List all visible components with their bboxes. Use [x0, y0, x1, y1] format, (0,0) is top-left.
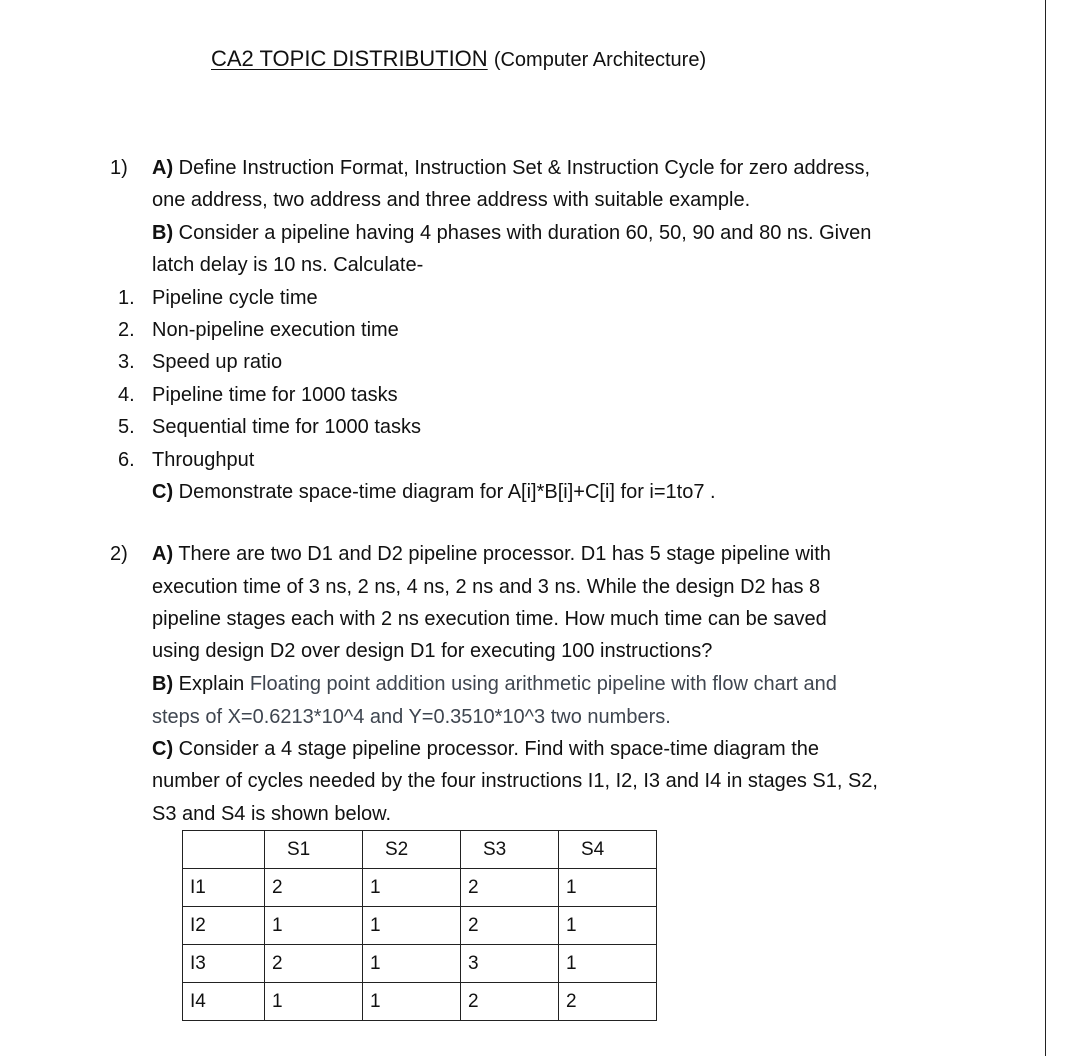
q1-item-3-number: 3.: [118, 351, 135, 373]
q1-partB-line2: latch delay is 10 ns. Calculate-: [152, 254, 424, 276]
table-cell: I1: [183, 869, 265, 907]
table-cell: 2: [461, 869, 559, 907]
q1-partB-line1: [152, 221, 871, 245]
q1-number: 1): [110, 157, 128, 179]
table-cell: 1: [559, 907, 657, 945]
q2-partC-text1: Consider a 4 stage pipeline processor. Find with space-time diagram the: [178, 738, 820, 760]
table-cell: I2: [183, 907, 265, 945]
q1-item-4: Pipeline time for 1000 tasks: [152, 384, 398, 406]
title-subtitle: (Computer Architecture): [493, 49, 707, 71]
q2-partB-label: B): [152, 673, 174, 695]
table-row: [183, 945, 657, 983]
page-edge-line: [1045, 0, 1046, 1056]
table-cell: 2: [265, 869, 363, 907]
q2-partB-line1: [152, 672, 837, 696]
q1-item-6-number: 6.: [118, 449, 135, 471]
q2-partA-line3: pipeline stages each with 2 ns execution time. How much time can be saved: [152, 608, 827, 630]
table-header-s1: S1: [265, 831, 363, 869]
q2-partC-line2: number of cycles needed by the four instructions I1, I2, I3 and I4 in stages S1, S2,: [152, 770, 878, 792]
q1-partA-line1: [152, 156, 870, 180]
q1-item-4-number: 4.: [118, 384, 135, 406]
q2-partB-word: Explain: [178, 673, 245, 695]
table-cell: 1: [559, 945, 657, 983]
table-cell: 1: [265, 983, 363, 1021]
q1-item-1: Pipeline cycle time: [152, 287, 318, 309]
table-cell: 1: [265, 907, 363, 945]
q1-item-5: Sequential time for 1000 tasks: [152, 416, 422, 438]
q1-partC-line1: [152, 480, 716, 504]
table-cell: 2: [461, 983, 559, 1021]
table-cell: 2: [265, 945, 363, 983]
q1-item-5-number: 5.: [118, 416, 135, 438]
q2-partA-label: A): [152, 543, 174, 565]
document-title: [211, 46, 706, 72]
stage-cycles-table: [182, 830, 657, 1021]
q1-partB-label: B): [152, 222, 174, 244]
q2-partA-text1: There are two D1 and D2 pipeline processor. D1 has 5 stage pipeline with: [178, 543, 831, 565]
q1-partA-text1: Define Instruction Format, Instruction Set & Instruction Cycle for zero address,: [178, 157, 871, 179]
table-cell: 1: [363, 907, 461, 945]
q2-partA-line4: using design D2 over design D1 for executing 100 instructions?: [152, 640, 713, 662]
q2-partB-text1: Floating point addition using arithmetic pipeline with flow chart and: [249, 673, 837, 695]
table-cell: I3: [183, 945, 265, 983]
table-cell: 2: [461, 907, 559, 945]
table-row: [183, 869, 657, 907]
table-row: [183, 983, 657, 1021]
table-header-corner: [183, 831, 265, 869]
q1-partA-line2: one address, two address and three address with suitable example.: [152, 189, 751, 211]
q2-partB-line2: steps of X=0.6213*10^4 and Y=0.3510*10^3 two numbers.: [152, 706, 671, 728]
q1-partC-text1: Demonstrate space-time diagram for A[i]*B[i]+C[i] for i=1to7 .: [178, 481, 716, 503]
q1-item-6: Throughput: [152, 449, 255, 471]
title-main: CA2 TOPIC DISTRIBUTION: [211, 46, 488, 71]
table-row: [183, 907, 657, 945]
table-cell: 3: [461, 945, 559, 983]
q1-partA-label: A): [152, 157, 174, 179]
q1-partB-text1: Consider a pipeline having 4 phases with duration 60, 50, 90 and 80 ns. Given: [178, 222, 872, 244]
table-cell: 1: [363, 983, 461, 1021]
q2-partC-line3: S3 and S4 is shown below.: [152, 803, 392, 825]
table-cell: 2: [559, 983, 657, 1021]
q1-item-1-number: 1.: [118, 287, 135, 309]
q1-partC-label: C): [152, 481, 174, 503]
q2-number: 2): [110, 543, 128, 565]
table-header-s4: S4: [559, 831, 657, 869]
q1-item-3: Speed up ratio: [152, 351, 283, 373]
q2-partA-line2: execution time of 3 ns, 2 ns, 4 ns, 2 ns and 3 ns. While the design D2 has 8: [152, 576, 821, 598]
q1-item-2: Non-pipeline execution time: [152, 319, 399, 341]
table-header-s3: S3: [461, 831, 559, 869]
table-header-s2: S2: [363, 831, 461, 869]
q2-partC-line1: [152, 737, 819, 761]
table-cell: 1: [559, 869, 657, 907]
table-cell: 1: [363, 869, 461, 907]
q2-partC-label: C): [152, 738, 174, 760]
q1-item-2-number: 2.: [118, 319, 135, 341]
table-cell: I4: [183, 983, 265, 1021]
q2-partA-line1: [152, 542, 831, 566]
table-header-row: [183, 831, 657, 869]
table-cell: 1: [363, 945, 461, 983]
